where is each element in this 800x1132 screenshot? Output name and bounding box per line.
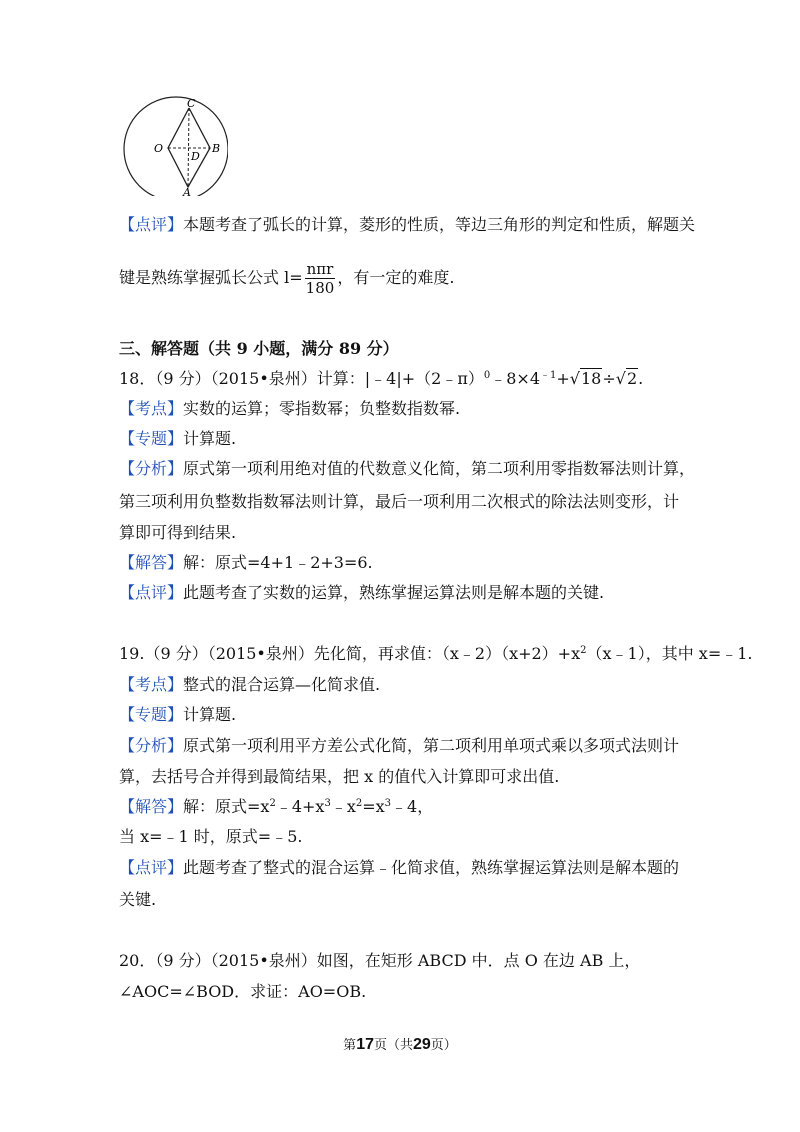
fraction-denominator: 180 — [305, 279, 335, 297]
q19-fenxi-line2: 算，去括号合并得到最简结果，把 x 的值代入计算即可求出值. — [119, 767, 560, 786]
footer-mid: 页（共 — [373, 1038, 413, 1053]
q19-jieda-d: =x — [362, 797, 385, 816]
zhuanti-tag: 【专题】 — [119, 705, 184, 724]
review17-text2-post: ，有一定的难度. — [337, 268, 455, 287]
q18-jieda — [119, 552, 373, 574]
review17-line2 — [119, 260, 454, 297]
section-heading: 三、解答题（共 9 小题，满分 89 分） — [119, 339, 399, 358]
q18-exp-neg1: ﹣1 — [540, 370, 557, 381]
footer-pre: 第 — [343, 1038, 357, 1053]
page-number: 17 — [356, 1036, 374, 1053]
q19-stem-b: （x﹣1），其中 x=﹣1. — [586, 644, 753, 663]
q19-fenxi-line1 — [119, 735, 679, 757]
q18-div: ÷ — [602, 369, 616, 388]
page-total: 29 — [413, 1036, 431, 1053]
label-o: O — [154, 142, 164, 155]
q18-stem-b: ﹣8×4 — [490, 369, 541, 388]
dianping-tag: 【点评】 — [119, 215, 184, 234]
q19-dianping-line1 — [119, 857, 679, 879]
label-b: B — [212, 142, 221, 155]
label-c: C — [187, 97, 196, 110]
q18-sqrt18: 18 — [581, 369, 602, 388]
q18-zhuanti — [119, 428, 236, 450]
zhuanti-tag: 【专题】 — [119, 429, 184, 448]
q18-fenxi-line3: 算即可得到结果. — [119, 523, 237, 542]
q19-jieda-f: ﹣4， — [391, 797, 434, 816]
q19-jieda-e2: 3 — [324, 798, 331, 809]
fenxi-tag: 【分析】 — [119, 459, 184, 478]
review17-text1: 本题考查了弧长的计算，菱形的性质，等边三角形的判定和性质，解题关 — [183, 215, 696, 234]
q18-dianping — [119, 582, 604, 604]
q19-dianping-line2: 关键. — [119, 890, 157, 909]
q18-fenxi-line1 — [119, 458, 695, 480]
q18-kaodian — [119, 398, 460, 420]
q19-jieda-c: ﹣x — [330, 797, 356, 816]
arc-length-fraction — [305, 260, 336, 297]
q18-sqrt2: 2 — [626, 369, 638, 388]
q19-kaodian-text: 整式的混合运算—化简求值. — [183, 675, 381, 694]
q20-line2: ∠AOC=∠BOD．求证：AO=OB. — [119, 982, 367, 1001]
label-d: D — [191, 150, 200, 163]
q18-stem-a: 18．（9 分）（2015•泉州）计算：|﹣4|+（2﹣π） — [119, 369, 484, 388]
kaodian-tag: 【考点】 — [119, 399, 184, 418]
q19-exp2: 2 — [580, 645, 587, 656]
dianping-tag: 【点评】 — [119, 858, 184, 877]
q19-jieda-b: ﹣4+x — [275, 797, 325, 816]
q19-jieda-e1: 2 — [269, 798, 276, 809]
fenxi-tag: 【分析】 — [119, 736, 184, 755]
q20-line1: 20．（9 分）（2015•泉州）如图，在矩形 ABCD 中．点 O 在边 AB 上， — [119, 951, 641, 970]
review17-line1 — [119, 214, 695, 236]
q18-end: . — [638, 369, 644, 388]
q19-jieda — [119, 796, 433, 818]
kaodian-tag: 【考点】 — [119, 675, 184, 694]
circle-rhombus-figure — [118, 96, 228, 196]
q18-kaodian-text: 实数的运算；零指数幂；负整数指数幂. — [183, 399, 461, 418]
q18-fenxi-line2: 第三项利用负整数指数幂法则计算，最后一项利用二次根式的除法法则变形，计 — [119, 492, 680, 511]
q19-dianping-text1: 此题考查了整式的混合运算﹣化简求值，熟练掌握运算法则是解本题的 — [183, 858, 680, 877]
q19-zhuanti-text: 计算题. — [183, 705, 237, 724]
q18-stem: 18．（9 分）（2015•泉州）计算：$|﹣4|+(2﹣\pi)^0﹣8\times 4^{﹣1}+√18\div√2$. — [119, 369, 644, 388]
q19-jieda-e3: 2 — [355, 798, 363, 809]
dianping-tag: 【点评】 — [119, 583, 184, 602]
q19-jieda-line2: 当 x=﹣1 时，原式=﹣5. — [119, 827, 303, 846]
fraction-numerator: nπr — [306, 260, 334, 278]
q18-exp0: 0 — [483, 370, 491, 381]
q18-fenxi-text1: 原式第一项利用绝对值的代数意义化简，第二项利用零指数幂法则计算， — [183, 459, 696, 478]
page-footer — [0, 1034, 800, 1054]
q19-stem — [119, 643, 753, 665]
q19-zhuanti — [119, 704, 236, 726]
q19-stem-a: 19.（9 分）（2015•泉州）先化简，再求值：（x﹣2）（x+2）+x — [119, 644, 581, 663]
q19-fenxi-text1: 原式第一项利用平方差公式化简，第二项利用单项式乘以多项式法则计 — [183, 736, 680, 755]
review17-text2-pre: 键是熟练掌握弧长公式 l= — [119, 268, 303, 287]
label-a: A — [183, 186, 191, 196]
jieda-tag: 【解答】 — [119, 797, 184, 816]
q19-kaodian — [119, 674, 380, 696]
jieda-tag: 【解答】 — [119, 553, 184, 572]
q19-jieda-a: 解：原式=x — [183, 797, 270, 816]
q18-zhuanti-text: 计算题. — [183, 429, 237, 448]
q18-stem-c: + — [556, 369, 570, 388]
footer-post: 页） — [430, 1038, 457, 1053]
q18-dianping-text: 此题考查了实数的运算，熟练掌握运算法则是解本题的关键. — [183, 583, 605, 602]
q19-jieda-e4: 3 — [384, 798, 392, 809]
q18-jieda-text: 解：原式=4+1﹣2+3=6. — [183, 553, 373, 572]
